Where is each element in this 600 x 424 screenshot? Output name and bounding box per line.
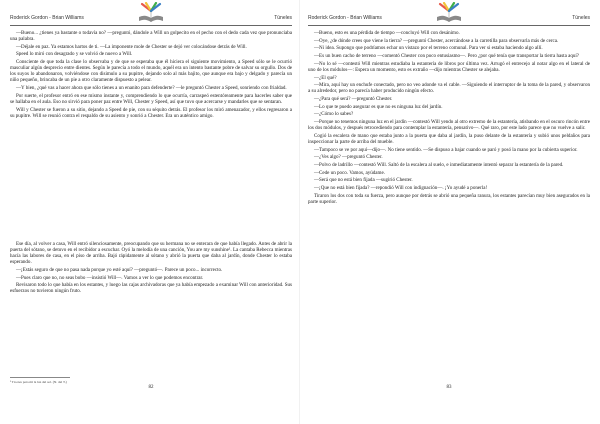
paragraph: Ese día, al volver a casa, Will entró silenciosamente, preocupando que su hermana no se enterara de que había llegado. Antes de abrir la puerta del sótano, se detuvo en el recibidor a escuchar. Oyó la melodía de una canción, You are my sunshine¹. La cantaba Rebecca mientras hacía las labores de casa, en el piso de arriba. Bajó rápidamente al sótano y abrió la puerta que daba al jardín, donde Chester lo estaba esperando.	[10, 241, 292, 266]
paragraph: —Tampoco se ve por aquí—dijo—. No tiene sentido. —Se dispuso a bajar cuando se paró y posó la mano por la cubierta superior.	[314, 146, 578, 153]
left-text-block-bottom	[10, 241, 292, 296]
footnote-rule	[10, 377, 70, 378]
paragraph: Tiraron los dos con toda su fuerza, pero aunque por detrás se abrió una pequeña ranura, los estantes parecían muy bien asegurados en la parte superior.	[308, 192, 590, 205]
paragraph: Revisaron todo lo que había en los estantes, y luego las cajas archivadoras que ya había empezado a examinar Will con anterioridad. Sus esfuerzos no tuvieron ningún fruto.	[10, 282, 292, 295]
left-page	[10, 0, 292, 424]
right-header-rule	[308, 25, 590, 26]
paragraph: —Mira, aquí hay un enchufe conectado, pero no veo adonde va el cable. —Siguiendo el interruptor de la toma de la pared, y observaron a su alrededor, pero no parecía haber producido ningún efecto.	[308, 82, 590, 95]
open-book-logo-icon	[135, 2, 167, 24]
paragraph: —Y bien, ¿qué vas a hacer ahora que sólo tienes a un enanito para defenderte? —le preguntó Chester a Speed, sonriendo con frialdad.	[16, 85, 287, 92]
right-header-title: Túneles	[572, 15, 590, 21]
right-page	[308, 0, 590, 424]
paragraph: Cogió la escalera de mano que estaba junto a la puerta que daba al jardín, la puso delante de la estantería y subió unos peldaños para inspeccionar la parte de arriba del mueble.	[308, 132, 590, 145]
paragraph: —Polvo de ladrillo —contestó Will. Saltó de la escalera al suelo, e inmediatamente intentó separar la estantería de la pared.	[314, 162, 564, 168]
right-header-author: Roderick Gordon - Brian Williams	[308, 15, 382, 21]
paragraph: Por suerte, el profesor entró en ese mismo instante y, comprendiendo lo que ocurría, carraspeó estentóreamente para hacerles saber que se hallaba en el aula. Eso no sirvió para poner paz entre Will, Chester y Speed, así que tuvo que acercarse y mandarles que se sentaran.	[10, 92, 292, 105]
paragraph: —¿El qué?	[314, 74, 337, 81]
paragraph: —Pues claro que no, no seas bobo —insistió Will—. Vamos a ver lo que podemos encontrar.	[16, 274, 204, 281]
page-gutter	[299, 0, 300, 424]
left-header-title: Túneles	[274, 15, 292, 21]
paragraph: —Déjale en paz. Ya estamos hartos de ti. —La imponente mole de Chester se dejó ver colocándose detrás de Will.	[16, 43, 247, 50]
left-header-author: Roderick Gordon - Brian Williams	[10, 15, 84, 21]
paragraph: —¿Ves algo? —preguntó Chester.	[314, 154, 383, 161]
paragraph: —¡Estás seguro de que no pasa nada porque yo esté aquí? —preguntó—. Parece un poco... incorrecto.	[16, 266, 223, 273]
footnote: ¹ Tú eres para mí la luz del sol. (N. del T.)	[10, 380, 67, 384]
paragraph: —No lo sé —contestó Will mientras estudiaba la estantería de libros por última vez. Arrugó el entrecejo al notar algo en el lateral de uno de los módulos—: Espera un momento, esto es extraño —dijo mientras Chester se alejaba.	[308, 60, 590, 73]
paragraph: —Cede un poco. Vamos, ayúdame.	[314, 169, 385, 176]
paragraph: —¡Que no está bien fijada? —repondió Will con indignación—. ¡Yo ayudé a ponerla!	[314, 185, 488, 192]
paragraph: Speed lo miró con desagrado y se volvió de nuevo a Will.	[16, 51, 133, 58]
paragraph: Will y Chester se fueron a su sitio, dejando a Speed de pie, con su séquito detrás. El profesor los miró amenazador, y ellos regresaron a su pupitre. Will se reunió contra el respaldo de su asiento y sonrió a Chester. Era un auténtico amigo.	[10, 106, 292, 119]
paragraph: —Bueno, esto es una pérdida de tiempo —concluyó Will con desánimo.	[314, 30, 460, 36]
paragraph: —Será que no está bien fijada —sugirió Chester.	[314, 177, 413, 184]
left-page-number: 82	[148, 385, 154, 390]
left-header-rule	[10, 25, 292, 26]
paragraph: —Ni idea. Supongo que podríamos echar un vistazo por el terreno comunal. Para ver si estaba haciendo algo allí.	[314, 45, 543, 52]
right-text-block	[308, 30, 590, 207]
paragraph: —Porque no tenemos ninguna luz en el jardín —contestó Will yendo al otro extremo de la estantería, atisbando en el oscuro rincón entre los dos módulos, y después retrocediendo para contemplar la estantería, pensativo—. Qué raro, por este lado parece que no vuelve a salir.	[308, 119, 590, 132]
right-page-number: 83	[446, 385, 452, 390]
paragraph: Consciente de que toda la clase lo observaba y de que se esperaba que él hiciera el siguiente movimiento, a Speed sólo se le ocurrió masculiar algún desprecio entre dientes. Según le parecía a todo el mundo, aquél era un intento bastante pobre de salvar su orgullo. Dos de los suyos lo abandonaron, volviéndose con disimulo a su pupitre, dejando solo al más bajito, que aunque era bajo y delgado y parecía un niño pequeño, brincaba de un pie a otro claramente dispuesto a pelear.	[10, 59, 292, 84]
paragraph: —Bueno... ¿tienes ya bastante o todavía no? —preguntó, dándole a Will un golpecito en el pecho con el dedo cada vez que pronunciaba una palabra.	[10, 30, 292, 43]
paragraph: —¿Cómo lo sabes?	[314, 111, 354, 118]
left-text-block-top	[10, 30, 292, 120]
paragraph: —Lo que te puedo asegurar es que no es ninguna luz del jardín.	[314, 103, 443, 110]
open-book-logo-icon	[433, 2, 465, 24]
paragraph: —¿Para qué será? —preguntó Chester.	[314, 96, 393, 102]
paragraph: —Es un buen cacho de terreno —comentó Chester con poco entusiasmo—. Pero ¿por qué tenía que transportar la tierra hasta aquí?	[314, 53, 580, 60]
paragraph: —Oye, ¿de dónde crees que viene la tierra? —preguntó Chester, acercándose a la carretilla para observarla más de cerca.	[314, 37, 559, 44]
